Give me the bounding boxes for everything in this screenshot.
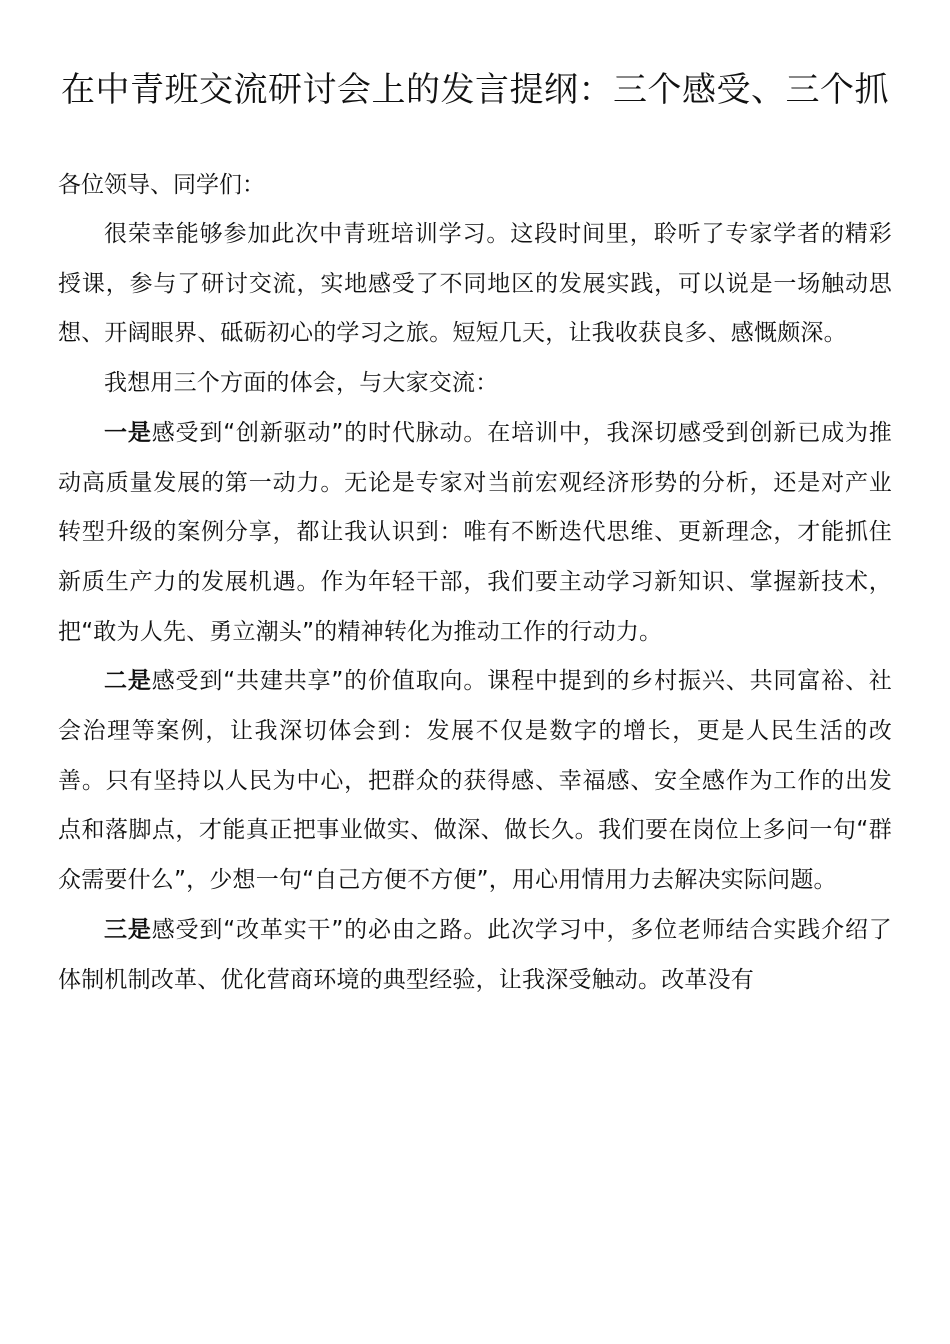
point-lead-label: 二是: [104, 668, 152, 695]
paragraph-point-two: [58, 657, 892, 906]
document-title: 在中青班交流研讨会上的发言提纲：三个感受、三个抓: [61, 70, 889, 110]
paragraph-point-one: [58, 409, 892, 658]
paragraph-intro: [58, 210, 892, 359]
point-lead-label: 一是: [104, 419, 152, 446]
paragraph-overview: [58, 359, 892, 409]
point-lead-label: 三是: [104, 916, 152, 943]
paragraph-text: 感受到“改革实干”的必由之路。此次学习中，多位老师结合实践介绍了体制机制改革、优化营商环境的典型经验，让我深受触动。改革没有: [58, 916, 892, 993]
paragraph-text: 我想用三个方面的体会，与大家交流：: [104, 370, 499, 397]
paragraph-point-three: [58, 906, 892, 1005]
paragraph-text: 很荣幸能够参加此次中青班培训学习。这段时间里，聆听了专家学者的精彩授课，参与了研讨交流，实地感受了不同地区的发展实践，可以说是一场触动思想、开阔眼界、砥砺初心的学习之旅。短短几天，让我收获良多、感慨颇深。: [58, 221, 892, 347]
salutation: 各位领导、同学们：: [58, 172, 265, 198]
document-page: [58, 0, 892, 1005]
paragraph-text: 感受到“创新驱动”的时代脉动。在培训中，我深切感受到创新已成为推动高质量发展的第一动力。无论是专家对当前宏观经济形势的分析，还是对产业转型升级的案例分享，都让我认识到：唯有不断迭代思维、更新理念，才能抓住新质生产力的发展机遇。作为年轻干部，我们要主动学习新知识、掌握新技术，把“敢为人先、勇立潮头”的精神转化为推动工作的行动力。: [58, 419, 892, 645]
paragraph-text: 感受到“共建共享”的价值取向。课程中提到的乡村振兴、共同富裕、社会治理等案例，让我深切体会到：发展不仅是数字的增长，更是人民生活的改善。只有坚持以人民为中心，把群众的获得感、幸福感、安全感作为工作的出发点和落脚点，才能真正把事业做实、做深、做长久。我们要在岗位上多问一句“群众需要什么”，少想一句“自己方便不方便”，用心用情用力去解决实际问题。: [58, 668, 892, 894]
